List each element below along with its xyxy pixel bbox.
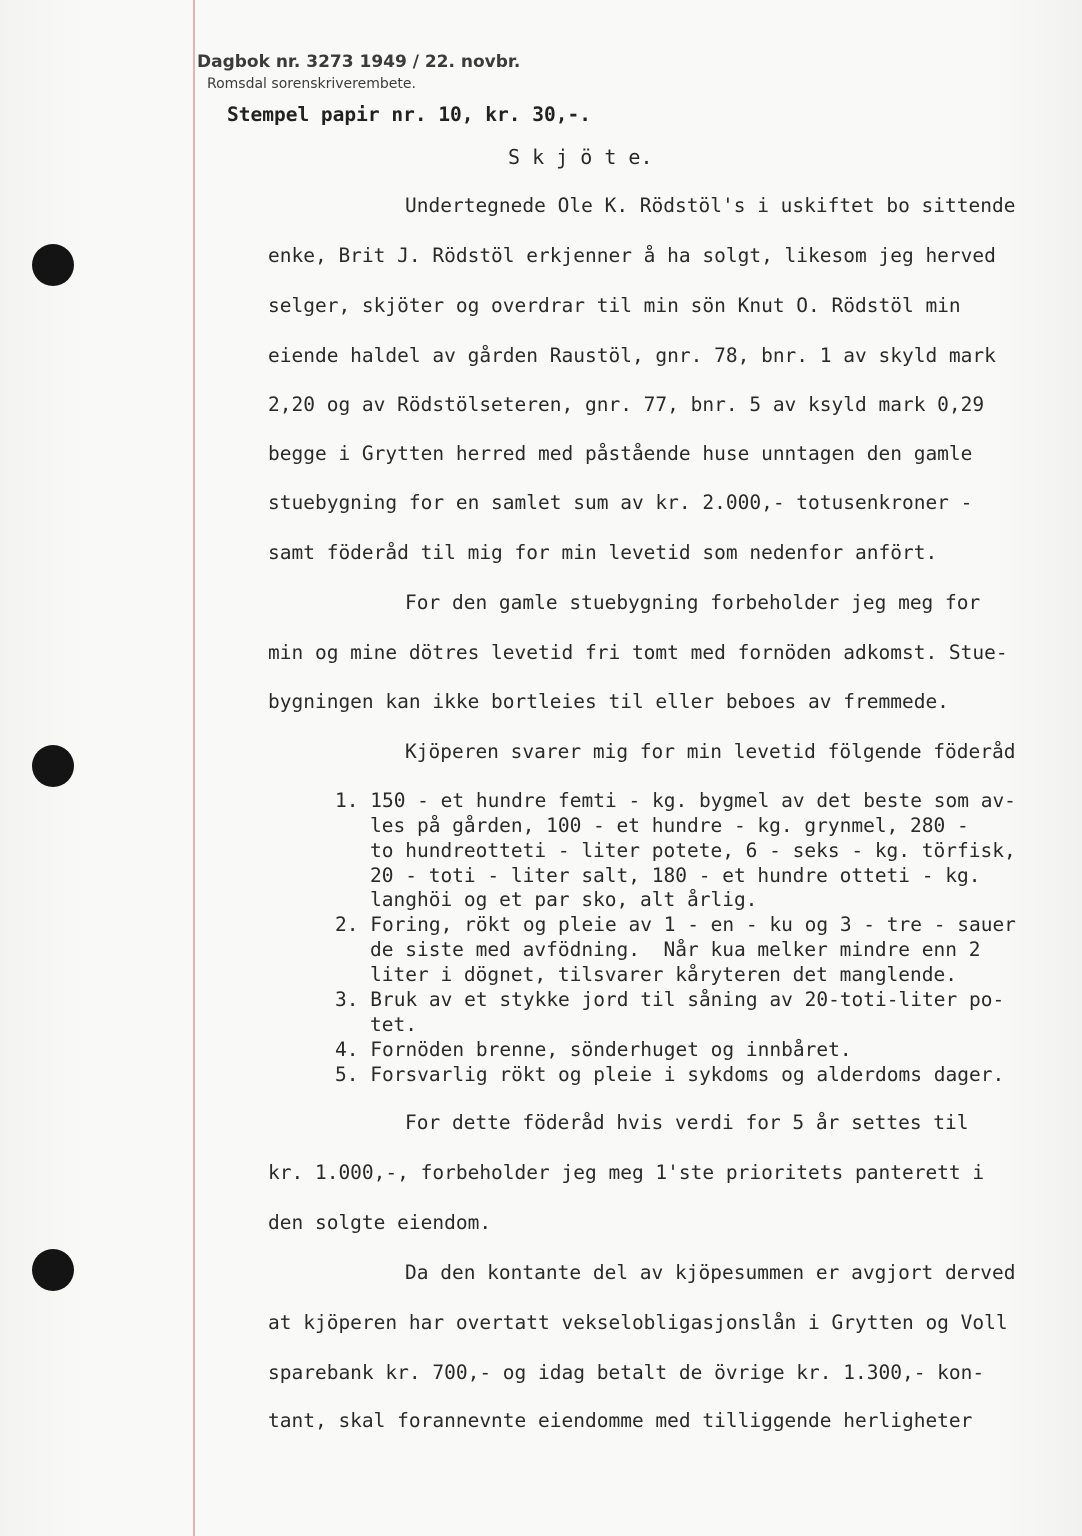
- registration-stamp: Dagbok nr. 3273 1949 / 22. novbr.: [197, 52, 521, 72]
- text-line: bygningen kan ikke bortleies til eller beboes av fremmede.: [268, 690, 949, 713]
- text-line: selger, skjöter og overdrar til min sön Knut O. Rödstöl min: [268, 294, 961, 317]
- list-item-continued: liter i dögnet, tilsvarer kåryteren det manglende.: [370, 963, 957, 986]
- list-item: 2. Foring, rökt og pleie av 1 - en - ku og 3 - tre - sauer: [335, 913, 1016, 936]
- list-item-continued: 20 - toti - liter salt, 180 - et hundre otteti - kg.: [370, 864, 981, 887]
- text-line: For den gamle stuebygning forbeholder jeg meg for: [405, 591, 981, 614]
- list-item-continued: to hundreotteti - liter potete, 6 - seks - kg. törfisk,: [370, 839, 1016, 862]
- margin-line: [193, 0, 195, 1536]
- list-item-continued: tet.: [370, 1013, 417, 1036]
- list-item-continued: de siste med avfödning. Når kua melker mindre enn 2: [370, 938, 981, 961]
- text-line: samt föderåd til mig for min levetid som nedenfor anfört.: [268, 541, 938, 564]
- text-line: For dette föderåd hvis verdi for 5 år settes til: [405, 1111, 969, 1134]
- document-title: S k j ö t e.: [508, 145, 653, 169]
- court-stamp: Romsdal sorenskriverembete.: [207, 76, 416, 92]
- list-item-continued: langhöi og et par sko, alt årlig.: [370, 888, 758, 911]
- text-line: Undertegnede Ole K. Rödstöl's i uskiftet bo sittende: [405, 194, 1016, 217]
- punch-hole-icon: [32, 745, 74, 787]
- punch-hole-icon: [32, 244, 74, 286]
- text-line: tant, skal forannevnte eiendomme med tilliggende herligheter: [268, 1409, 973, 1432]
- text-line: sparebank kr. 700,- og idag betalt de övrige kr. 1.300,- kon-: [268, 1361, 985, 1384]
- list-item: 1. 150 - et hundre femti - kg. bygmel av det beste som av-: [335, 789, 1016, 812]
- text-line: Da den kontante del av kjöpesummen er avgjort derved: [405, 1261, 1016, 1284]
- list-item: 3. Bruk av et stykke jord til såning av 20-toti-liter po-: [335, 988, 1005, 1011]
- text-line: Kjöperen svarer mig for min levetid fölgende föderåd: [405, 740, 1016, 763]
- punch-hole-icon: [32, 1249, 74, 1291]
- list-item-continued: les på gården, 100 - et hundre - kg. grynmel, 280 -: [370, 814, 969, 837]
- text-line: begge i Grytten herred med påstående huse unntagen den gamle: [268, 442, 973, 465]
- stamp-paper-note: Stempel papir nr. 10, kr. 30,-.: [227, 103, 591, 126]
- text-line: enke, Brit J. Rödstöl erkjenner å ha solgt, likesom jeg herved: [268, 244, 996, 267]
- list-item: 4. Fornöden brenne, sönderhuget og innbåret.: [335, 1038, 852, 1061]
- text-line: stuebygning for en samlet sum av kr. 2.000,- totusenkroner -: [268, 491, 973, 514]
- list-item: 5. Forsvarlig rökt og pleie i sykdoms og alderdoms dager.: [335, 1063, 1005, 1086]
- text-line: min og mine dötres levetid fri tomt med fornöden adkomst. Stue-: [268, 641, 1008, 664]
- text-line: kr. 1.000,-, forbeholder jeg meg 1'ste prioritets panterett i: [268, 1161, 985, 1184]
- text-line: at kjöperen har overtatt vekselobligasjonslån i Grytten og Voll: [268, 1311, 1008, 1334]
- text-line: eiende haldel av gården Raustöl, gnr. 78, bnr. 1 av skyld mark: [268, 344, 996, 367]
- text-line: den solgte eiendom.: [268, 1211, 492, 1234]
- text-line: 2,20 og av Rödstölseteren, gnr. 77, bnr. 5 av ksyld mark 0,29: [268, 393, 985, 416]
